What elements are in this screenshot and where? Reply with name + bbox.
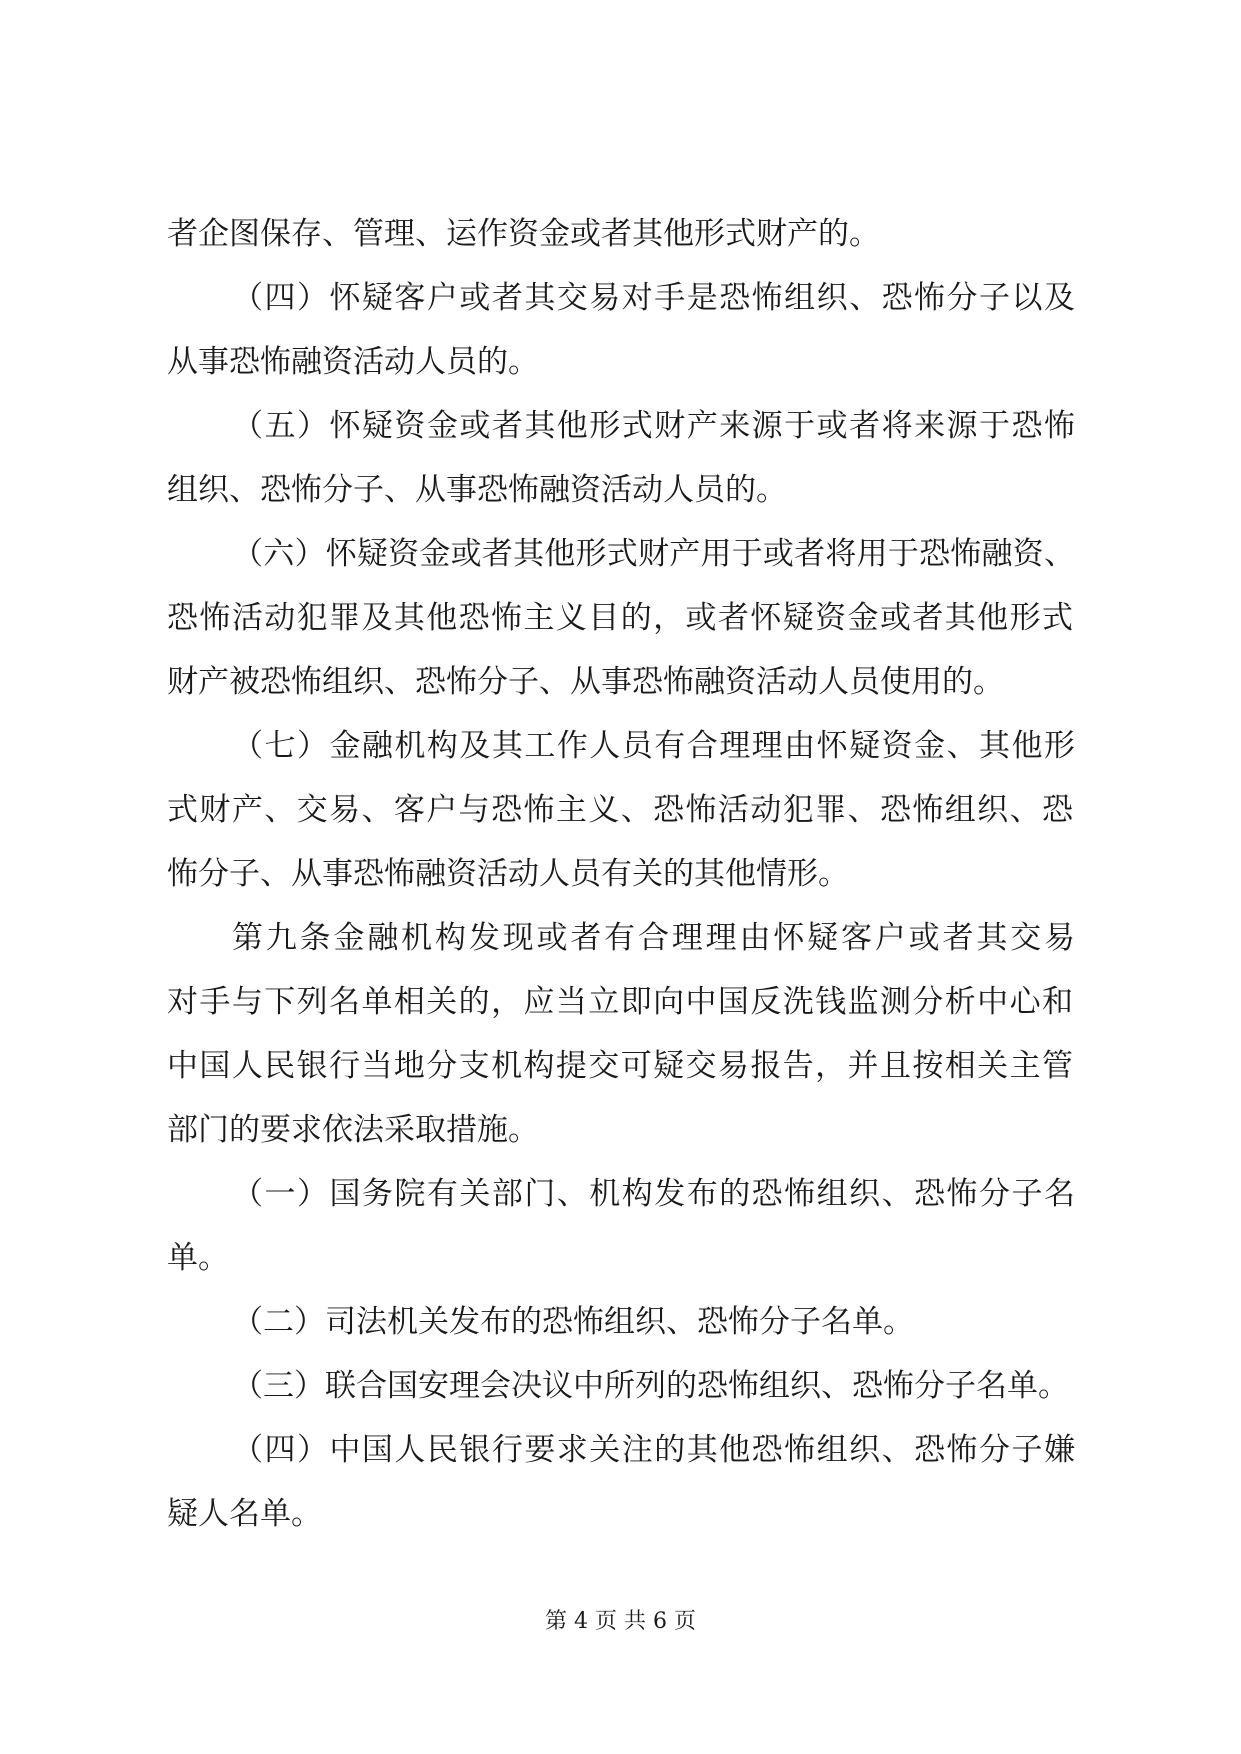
line-text: 怖分子、从事恐怖融资活动人员有关的其他情形。 [167,856,849,892]
body-line [0,342,1241,382]
line-text: 者企图保存、管理、运作资金或者其他形式财产的。 [167,216,880,252]
body-line [0,918,1241,958]
body-line [0,1494,1241,1534]
body-line [0,1174,1241,1214]
line-text: （七）金融机构及其工作人员有合理理由怀疑资金、其他形 [232,728,1075,764]
body-line [0,662,1241,702]
body-line [0,1046,1241,1086]
line-text: 中国人民银行当地分支机构提交可疑交易报告，并且按相关主管 [167,1048,1073,1084]
body-line [0,214,1241,254]
body-line [0,598,1241,638]
body-line [0,854,1241,894]
line-text: 从事恐怖融资活动人员的。 [167,344,539,380]
line-text: （四）中国人民银行要求关注的其他恐怖组织、恐怖分子嫌 [232,1432,1075,1468]
line-text: （三）联合国安理会决议中所列的恐怖组织、恐怖分子名单。 [232,1368,1069,1404]
body-line [0,1430,1241,1470]
body-line [0,406,1241,446]
line-text: 对手与下列名单相关的，应当立即向中国反洗钱监测分析中心和 [167,984,1073,1020]
page-number-footer: 第 4 页 共 6 页 [545,1609,696,1634]
line-text: 部门的要求依法采取措施。 [167,1112,539,1148]
line-text: 式财产、交易、客户与恐怖主义、恐怖活动犯罪、恐怖组织、恐 [167,792,1073,828]
body-line [0,278,1241,318]
line-text: （五）怀疑资金或者其他形式财产来源于或者将来源于恐怖 [232,408,1075,444]
body-line [0,790,1241,830]
body-line [0,1110,1241,1150]
body-line [0,1302,1241,1342]
line-text: 单。 [167,1240,229,1276]
line-text: 恐怖活动犯罪及其他恐怖主义目的，或者怀疑资金或者其他形式 [167,600,1073,636]
line-text: （一）国务院有关部门、机构发布的恐怖组织、恐怖分子名 [232,1176,1075,1212]
body-line [0,534,1241,574]
line-text: 第九条金融机构发现或者有合理理由怀疑客户或者其交易 [232,920,1075,956]
line-text: 财产被恐怖组织、恐怖分子、从事恐怖融资活动人员使用的。 [167,664,1004,700]
line-text: 组织、恐怖分子、从事恐怖融资活动人员的。 [167,472,787,508]
line-text: （四）怀疑客户或者其交易对手是恐怖组织、恐怖分子以及 [232,280,1075,316]
line-text: （二）司法机关发布的恐怖组织、恐怖分子名单。 [232,1304,914,1340]
line-text: 疑人名单。 [167,1496,322,1532]
body-line [0,470,1241,510]
body-line [0,1238,1241,1278]
body-line [0,726,1241,766]
body-line [0,982,1241,1022]
line-text: （六）怀疑资金或者其他形式财产用于或者将用于恐怖融资、 [232,536,1075,572]
body-line [0,1366,1241,1406]
